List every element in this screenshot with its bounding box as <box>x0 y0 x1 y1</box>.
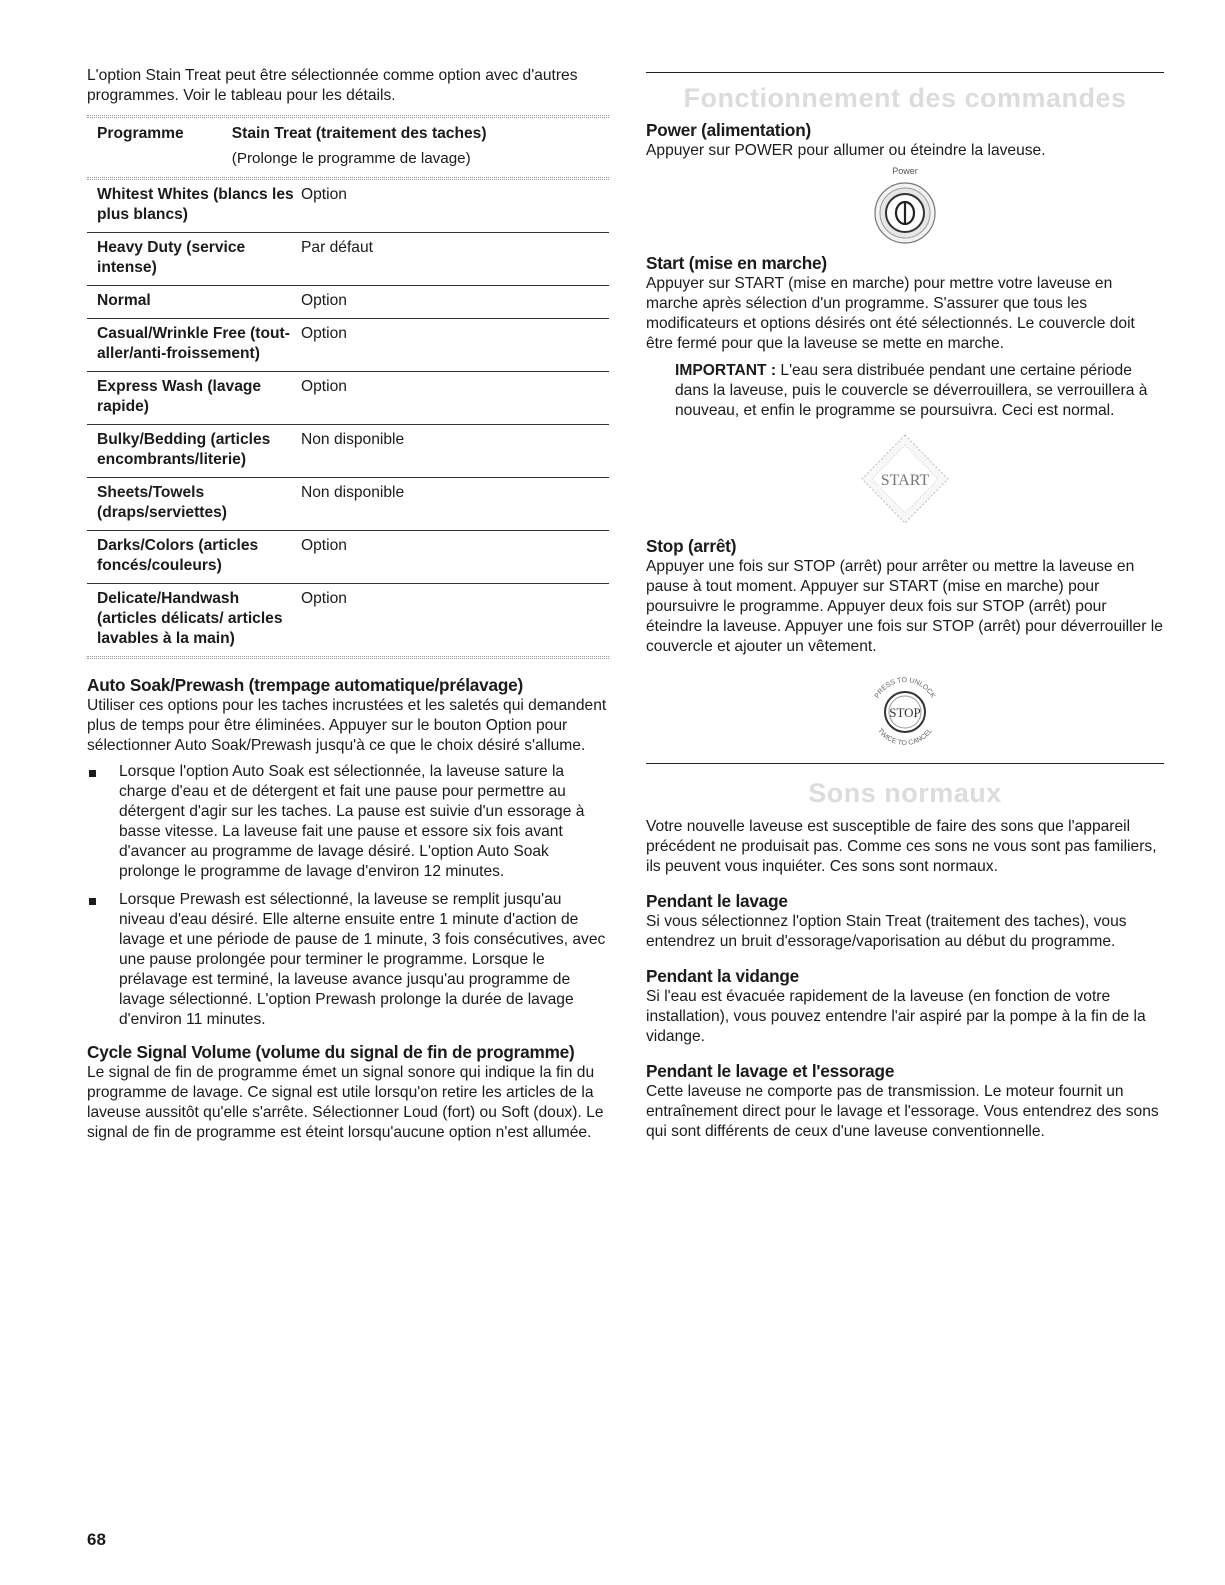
table-row <box>87 319 609 372</box>
stop-icon-top-text: PRESS TO UNLOCK <box>873 676 937 700</box>
power-icon-label: Power <box>892 166 918 176</box>
right-column <box>646 72 1164 1142</box>
drain-section <box>646 966 1164 1047</box>
power-button-figure <box>646 161 1164 253</box>
start-icon-label: START <box>880 472 930 489</box>
important-text: L'eau sera distribuée pendant une certaine période dans la laveuse, puis le couvercle se déverrouillera, se verrouillera à nouveau, et enfin le programme se poursuivra. Ceci est normal. <box>675 362 1148 419</box>
start-button-icon <box>850 429 960 529</box>
header-programme: Programme <box>97 125 184 142</box>
wash-section <box>646 891 1164 952</box>
stain-treat-table-body <box>87 180 609 656</box>
cycle-signal-section <box>87 1042 609 1143</box>
sounds-intro: Votre nouvelle laveuse est susceptible de faire des sons que l'appareil précédent ne produisait pas. Comme ces sons ne vous sont pas familiers, ils peuvent vous inquiéter. Ces sons sont normaux. <box>646 818 1157 875</box>
program-value: Option <box>299 372 609 425</box>
stain-treat-intro: L'option Stain Treat peut être sélectionnée comme option avec d'autres programmes. Voir le tableau pour les détails. <box>87 67 578 104</box>
spin-text: Cette laveuse ne comporte pas de transmission. Le moteur fournit un entraînement direct pour le lavage et l'essorage. Vous entendrez des sons qui sont différents de ceux d'une laveuse conventionnelle. <box>646 1083 1159 1140</box>
program-value: Option <box>299 319 609 372</box>
table-row <box>87 233 609 286</box>
drain-heading: Pendant la vidange <box>646 966 800 986</box>
list-item: Lorsque l'option Auto Soak est sélectionnée, la laveuse sature la charge d'eau et de détergent et fait une pause pour permettre au détergent d'agir sur les taches. La pause est suivie d'un essorage à basse vitesse. La laveuse fait une pause et essore six fois avant d'avancer au programme de lavage désiré. L'option Auto Soak prolonge le programme de lavage d'environ 12 minutes. <box>87 762 609 882</box>
cycle-signal-heading: Cycle Signal Volume (volume du signal de fin de programme) <box>87 1042 575 1062</box>
important-label: IMPORTANT : <box>675 362 777 379</box>
controls-banner: Fonctionnement des commandes <box>683 83 1127 113</box>
auto-soak-heading: Auto Soak/Prewash (trempage automatique/prélavage) <box>87 675 524 695</box>
stop-button-figure <box>646 657 1164 757</box>
cycle-signal-text: Le signal de fin de programme émet un signal sonore qui indique la fin du programme de lavage. Ce signal est utile lorsqu'on retire les articles de la laveuse aussitôt qu'elle s'arrête. Sélectionner Loud (fort) ou Soft (doux). Le signal de fin de programme est éteint lorsqu'aucune option n'est allumée. <box>87 1064 604 1141</box>
page-number: 68 <box>87 1530 106 1549</box>
table-row <box>87 372 609 425</box>
drain-text: Si l'eau est évacuée rapidement de la laveuse (en fonction de votre installation), vous pouvez entendre l'air aspiré par la pompe à la fin de la vidange. <box>646 988 1146 1045</box>
auto-soak-section <box>87 675 609 1030</box>
auto-soak-list <box>87 762 609 1030</box>
start-important <box>646 361 1164 421</box>
stop-icon-label: STOP <box>889 705 921 720</box>
program-value: Option <box>299 531 609 584</box>
start-button-figure <box>646 421 1164 536</box>
program-name: Delicate/Handwash (articles délicats/ articles lavables à la main) <box>97 590 283 647</box>
table-row <box>87 425 609 478</box>
sounds-banner: Sons normaux <box>808 778 1002 808</box>
table-row <box>87 180 609 233</box>
stop-text: Appuyer une fois sur STOP (arrêt) pour arrêter ou mettre la laveuse en pause à tout moment. Appuyer sur START (mise en marche) pour poursuivre le programme. Appuyer deux fois sur STOP (arrêt) pour éteindre la laveuse. Appuyer une fois sur STOP (arrêt) pour déverrouiller le couvercle et ajouter un vêtement. <box>646 558 1163 655</box>
table-row <box>87 286 609 319</box>
program-value: Non disponible <box>299 478 609 531</box>
table-header-row <box>87 118 609 177</box>
stop-icon-bottom-text: TWICE TO CANCEL <box>875 727 934 748</box>
header-stain-treat-label: Stain Treat (traitement des taches) <box>231 125 487 142</box>
program-name: Normal <box>87 286 299 319</box>
program-name: Whitest Whites (blancs les plus blancs) <box>87 180 299 233</box>
stain-treat-table <box>87 118 609 177</box>
program-name: Heavy Duty (service intense) <box>87 233 299 286</box>
wash-text: Si vous sélectionnez l'option Stain Treat (traitement des taches), vous entendrez un bruit d'essorage/vaporisation au début du programme. <box>646 913 1127 950</box>
list-item: Lorsque Prewash est sélectionné, la laveuse se remplit jusqu'au niveau d'eau désiré. Elle alterne ensuite entre 1 minute d'action de lavage et une période de pause de 1 minute, 3 fois consécutives, avec une pause prolongée pour terminer le programme. Lorsque le prélavage est terminé, la laveuse avance jusqu'au programme de lavage sélectionné. L'option Prewash prolonge la durée de lavage d'environ 11 minutes. <box>87 890 609 1030</box>
power-heading: Power (alimentation) <box>646 120 812 140</box>
program-value: Par défaut <box>299 233 609 286</box>
start-heading: Start (mise en marche) <box>646 253 827 273</box>
program-value: Option <box>301 590 347 607</box>
wash-heading: Pendant le lavage <box>646 891 788 911</box>
header-stain-treat-sub: (Prolonge le programme de lavage) <box>231 150 471 167</box>
program-name: Casual/Wrinkle Free (tout-aller/anti-froissement) <box>87 319 299 372</box>
start-section <box>646 253 1164 536</box>
table-row <box>87 531 609 584</box>
left-column <box>87 66 609 1143</box>
stop-button-icon <box>860 667 950 757</box>
program-name: Bulky/Bedding (articles encombrants/literie) <box>87 425 299 478</box>
table-row <box>87 478 609 531</box>
table-row <box>87 584 609 657</box>
program-value: Non disponible <box>299 425 609 478</box>
header-stain-treat <box>230 118 609 177</box>
power-button-icon <box>865 165 945 251</box>
power-text: Appuyer sur POWER pour allumer ou éteindre la laveuse. <box>646 142 1046 159</box>
auto-soak-text: Utiliser ces options pour les taches incrustées et les saletés qui demandent plus de temps pour être éliminées. Appuyer sur le bouton Option pour sélectionner Auto Soak/Prewash jusqu'à ce que le choix désiré s'allume. <box>87 697 607 754</box>
stop-section <box>646 536 1164 757</box>
program-value: Option <box>299 286 609 319</box>
program-name: Darks/Colors (articles foncés/couleurs) <box>87 531 299 584</box>
spin-section <box>646 1061 1164 1142</box>
start-text: Appuyer sur START (mise en marche) pour mettre votre laveuse en marche après sélection d'un programme. S'assurer que tous les modificateurs et options désirés ont été sélectionnés. Le couvercle doit être fermé pour que la laveuse se mette en marche. <box>646 275 1135 352</box>
program-value: Option <box>299 180 609 233</box>
power-section <box>646 120 1164 253</box>
spin-heading: Pendant le lavage et l'essorage <box>646 1061 895 1081</box>
table-bottom-rule <box>87 656 609 659</box>
program-name: Express Wash (lavage rapide) <box>87 372 299 425</box>
program-name: Sheets/Towels (draps/serviettes) <box>87 478 299 531</box>
stop-heading: Stop (arrêt) <box>646 536 737 556</box>
